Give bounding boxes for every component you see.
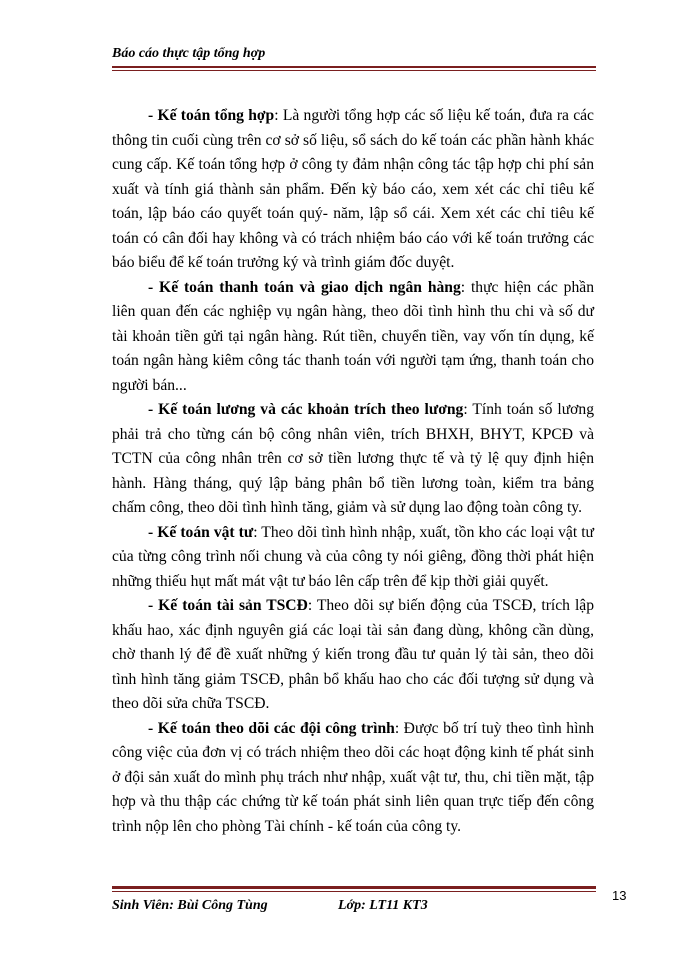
paragraph-materials — [112, 521, 594, 595]
paragraph-text: : Là người tổng hợp các số liệu kế toán, đưa ra các thông tin cuối cùng trên cơ sở số liệu, sổ sách do kế toán các phần hành khác cung cấp. Kế toán tổng hợp ở công ty đảm nhận công tác tập hợp chi phí sản xuất và tính giá thành sản phẩm. Đến kỳ báo cáo, xem xét các chỉ tiêu kế toán, lập báo cáo quyết toán quý- năm, lập sổ cái. Xem xét các chỉ tiêu kế toán có cân đối hay không và có trách nhiệm báo cáo với kế toán trưởng các báo biểu để kế toán trưởng ký và trình giám đốc duyệt. — [112, 107, 594, 271]
paragraph-payroll — [112, 398, 594, 521]
header-title: Báo cáo thực tập tổng hợp — [112, 46, 266, 61]
paragraph-heading: - Kế toán tài sản TSCĐ — [148, 597, 308, 614]
paragraph-fixed-assets — [112, 594, 594, 717]
paragraph-construction-teams — [112, 717, 594, 840]
paragraph-text: : Tính toán số lương phải trả cho từng cán bộ công nhân viên, trích BHXH, BHYT, KPCĐ và TCTN của công nhân trên cơ sở tiền lương thực tế và tỷ lệ quy định hiện hành. Hàng tháng, quý lập bảng phân bổ tiền lương toàn, kiểm tra bảng chấm công, theo dõi tình hình tăng, giảm và sử dụng lao động toàn công ty. — [112, 401, 594, 516]
paragraph-text: : thực hiện các phần liên quan đến các nghiệp vụ ngân hàng, theo dõi tình hình thu chi và số dư tài khoản tiền gửi tại ngân hàng. Rút tiền, chuyển tiền, vay vốn tín dụng, kế toán ngân hàng kiêm công tác thanh toán với người tạm ứng, thanh toán cho người bán... — [112, 278, 594, 394]
report-body — [112, 104, 594, 839]
page-number: 13 — [612, 888, 627, 903]
paragraph-payment-banking — [112, 276, 594, 399]
paragraph-heading: - Kế toán vật tư — [148, 523, 254, 541]
paragraph-heading: - Kế toán tổng hợp — [148, 107, 275, 124]
footer-rule — [112, 886, 596, 892]
paragraph-text: : Theo dõi sự biến động của TSCĐ, trích lập khấu hao, xác định nguyên giá các loại tài sản đang dùng, không cần dùng, chờ thanh lý để đề xuất những ý kiến trong đầu tư quản lý tài sản, theo dõi tình hình tăng giảm TSCĐ, phân bổ khấu hao cho các đối tượng sử dụng và theo dõi sửa chữa TSCĐ. — [112, 597, 594, 712]
paragraph-heading: - Kế toán thanh toán và giao dịch ngân hàng — [148, 278, 461, 296]
header-rule — [112, 66, 596, 71]
footer-class: Lớp: LT11 KT3 — [338, 898, 428, 913]
paragraph-text: : Theo dõi tình hình nhập, xuất, tồn kho các loại vật tư của từng công trình nối chung và của công ty nói giêng, đồng thời phát hiện những thiếu hụt mất mát vật tư báo lên cấp trên để kịp thời giải quyết. — [112, 523, 594, 590]
paragraph-general-accounting — [112, 104, 594, 276]
paragraph-heading: - Kế toán theo dõi các đội công trình — [148, 719, 395, 737]
paragraph-text: : Được bố trí tuỳ theo tình hình công việc của đơn vị có trách nhiệm theo dõi các hoạt động kinh tế phát sinh ở đội sản xuất do mình phụ trách như nhập, xuất vật tư, thu, chi tiền mặt, tập hợp và thu thập các chứng từ kế toán phát sinh liên quan trực tiếp đến công trình nộp lên cho phòng Tài chính - kế toán của công ty. — [112, 719, 594, 835]
paragraph-heading: - Kế toán lương và các khoản trích theo lương — [148, 401, 464, 418]
footer-student: Sinh Viên: Bùi Công Tùng — [112, 898, 268, 913]
footer — [112, 898, 428, 914]
